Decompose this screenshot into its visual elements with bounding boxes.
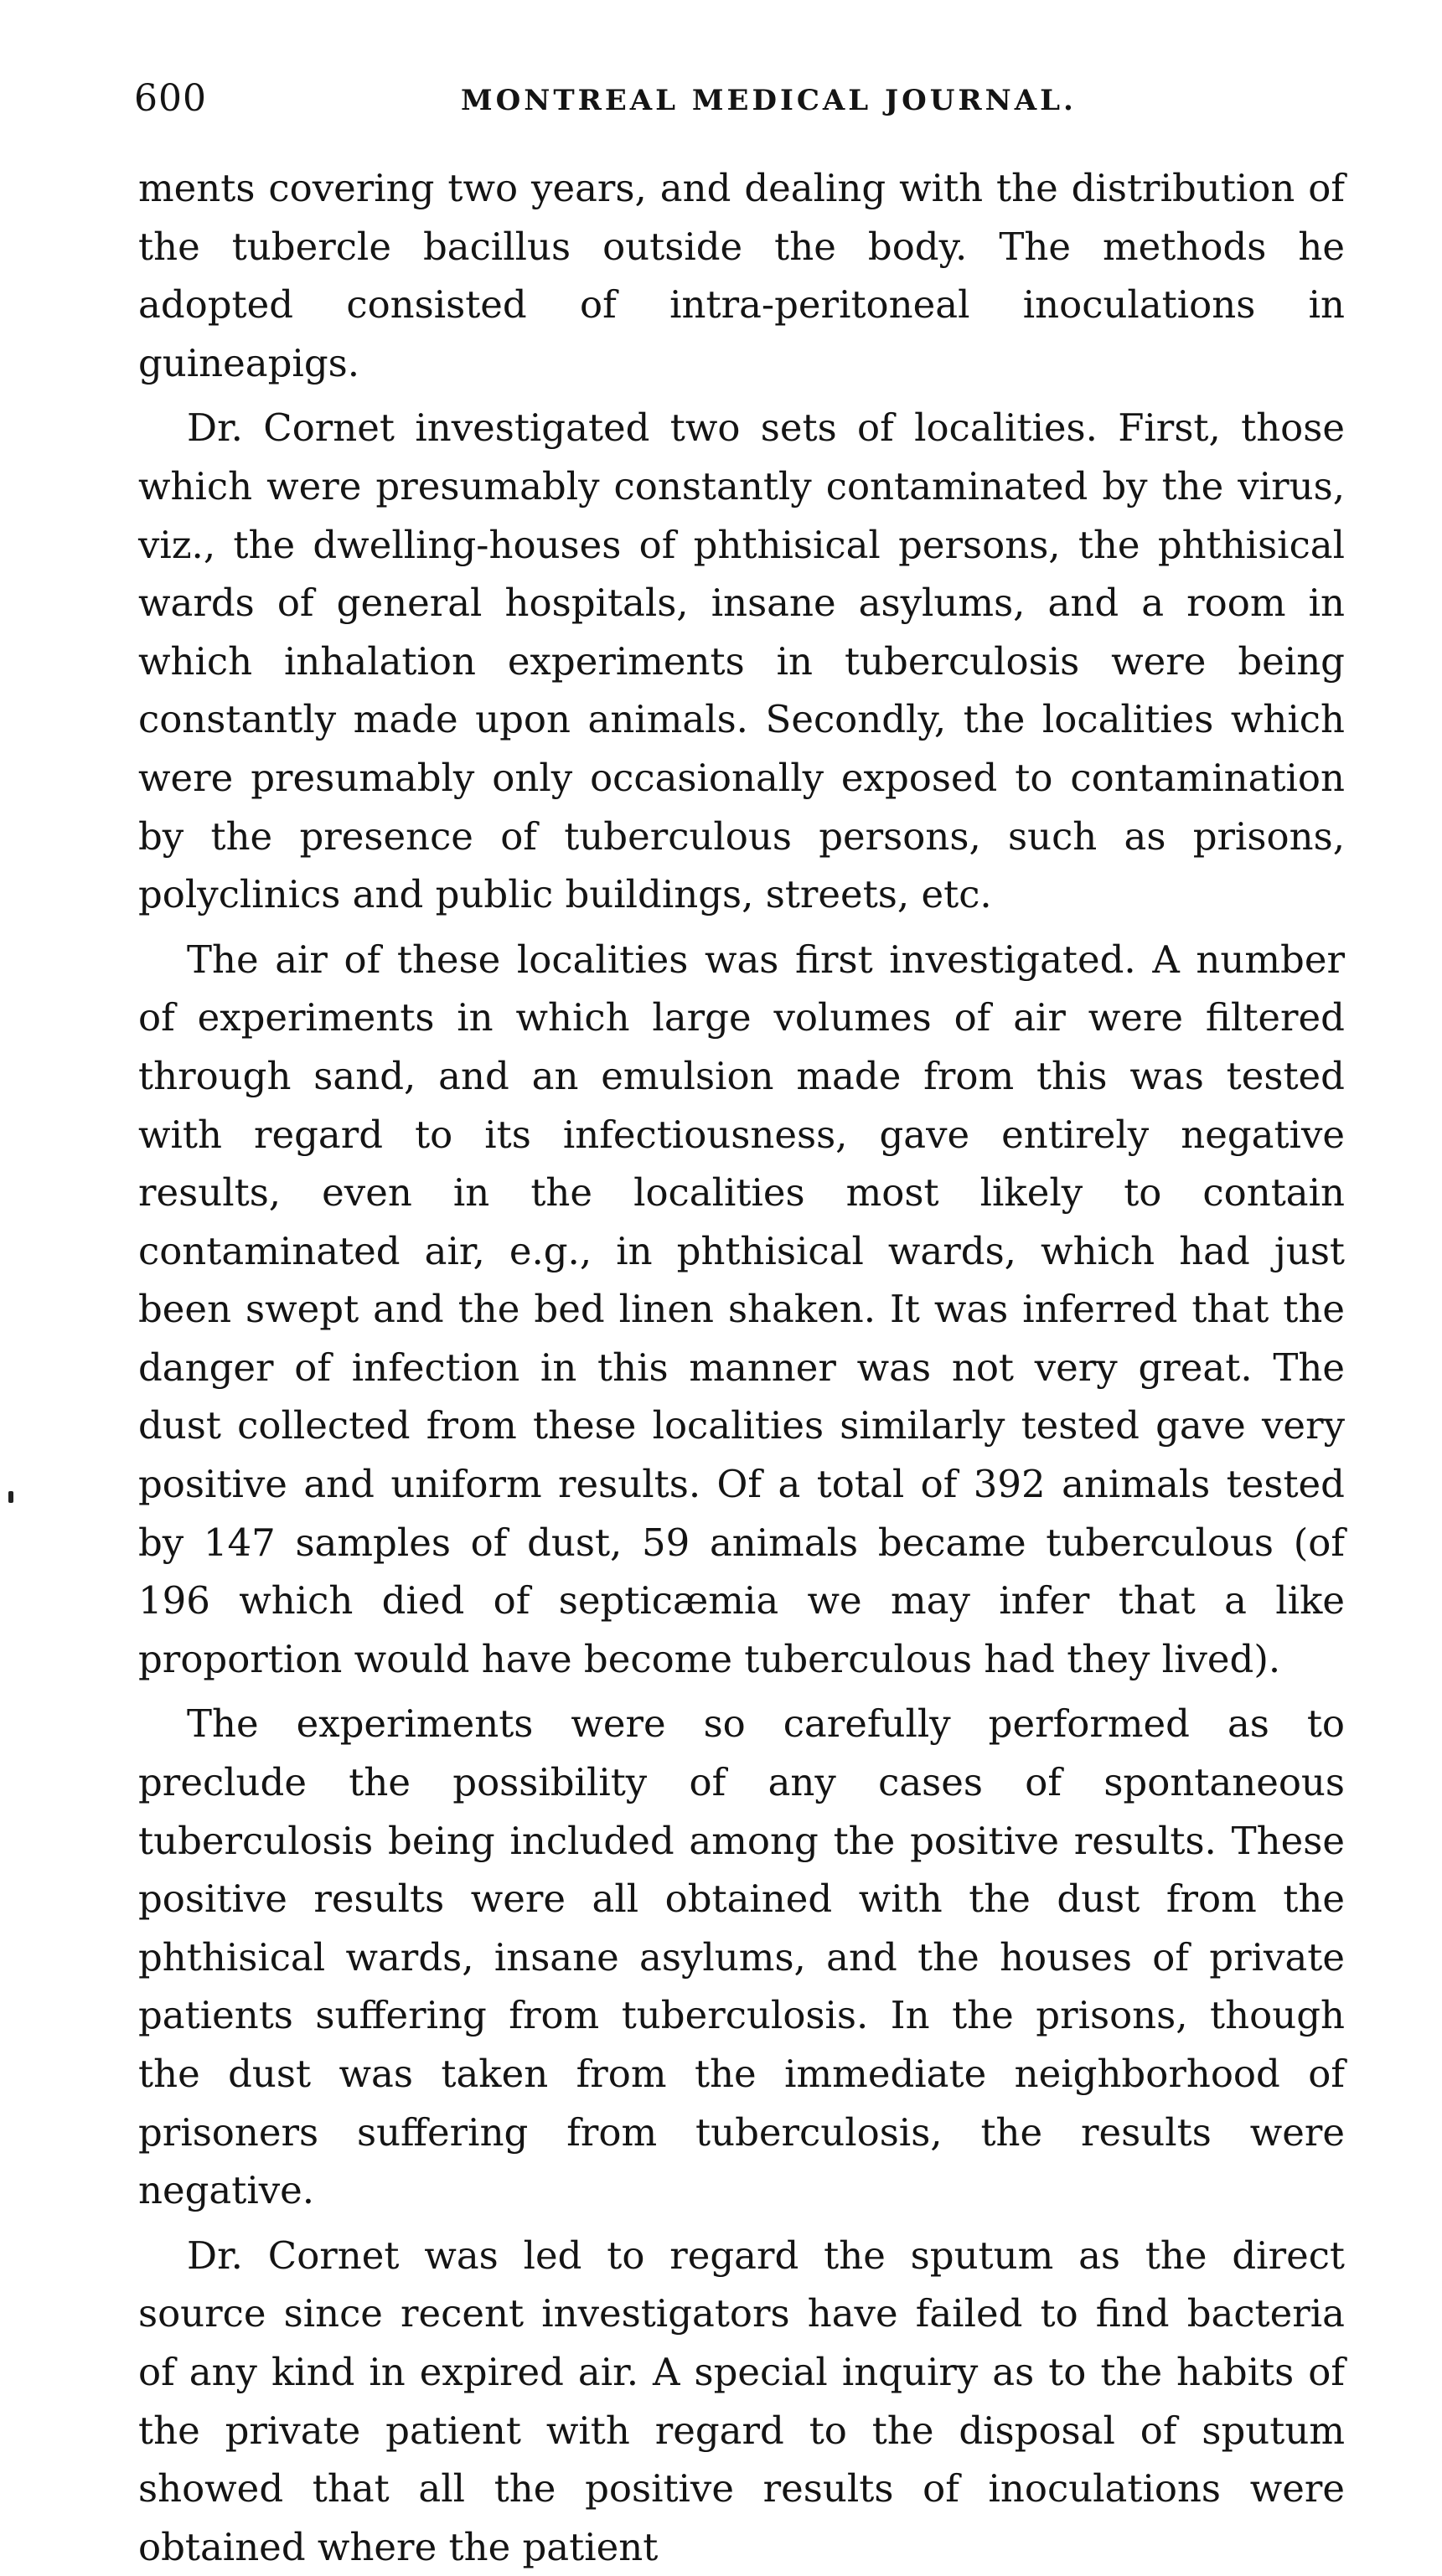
paragraph-continuation: ments covering two years, and dealing with the distribution of the tubercle bacillus outside the body. The methods he adopted consisted of intra-peritoneal inoculations in guineapigs.: [138, 166, 1345, 385]
running-head: MONTREAL MEDICAL JOURNAL.: [461, 84, 1077, 117]
page-header: [134, 77, 1332, 127]
paragraph-experiment-care: The experiments were so carefully performed as to preclude the possibility of any cases of spontaneous tuberculosis being included among the positive results. These positive results were all obtained with the dust from the phthisical wards, insane asylums, and the houses of private patients suffering from tuberculosis. In the prisons, though the dust was taken from the immediate neighborhood of prisoners suffering from tuberculosis, the results were negative.: [138, 1701, 1345, 2213]
paragraph-sputum: Dr. Cornet was led to regard the sputum as the direct source since recent investigators have failed to find bacteria of any kind in expired air. A special inquiry as to the habits of the private patient with regard to the disposal of sputum showed that all the positive results of inoculations were obtained where the patient: [138, 2233, 1345, 2569]
article-body: [138, 159, 1345, 2576]
page-number: 600: [134, 77, 207, 120]
margin-ink-mark: [8, 1491, 13, 1503]
paragraph-air-experiments: The air of these localities was first investigated. A number of experiments in which large volumes of air were filtered through sand, and an emulsion made from this was tested with regard to its infectiousness, gave entirely negative results, even in the localities most likely to contain contaminated air, e.g., in phthisical wards, which had just been swept and the bed linen shaken. It was inferred that the danger of infection in this manner was not very great. The dust collected from these localities similarly tested gave very positive and uniform results. Of a total of 392 animals tested by 147 samples of dust, 59 animals became tuberculous (of 196 which died of septicæmia we may infer that a like proportion would have become tuberculous had they lived).: [138, 937, 1345, 1681]
paragraph-localities: Dr. Cornet investigated two sets of localities. First, those which were presumably constantly contaminated by the virus, viz., the dwelling-houses of phthisical persons, the phthisical wards of general hospitals, insane asylums, and a room in which inhalation experiments in tuberculosis were being constantly made upon animals. Secondly, the localities which were presumably only occasionally exposed to contamination by the presence of tuberculous persons, such as prisons, polyclinics and public buildings, streets, etc.: [138, 405, 1345, 917]
